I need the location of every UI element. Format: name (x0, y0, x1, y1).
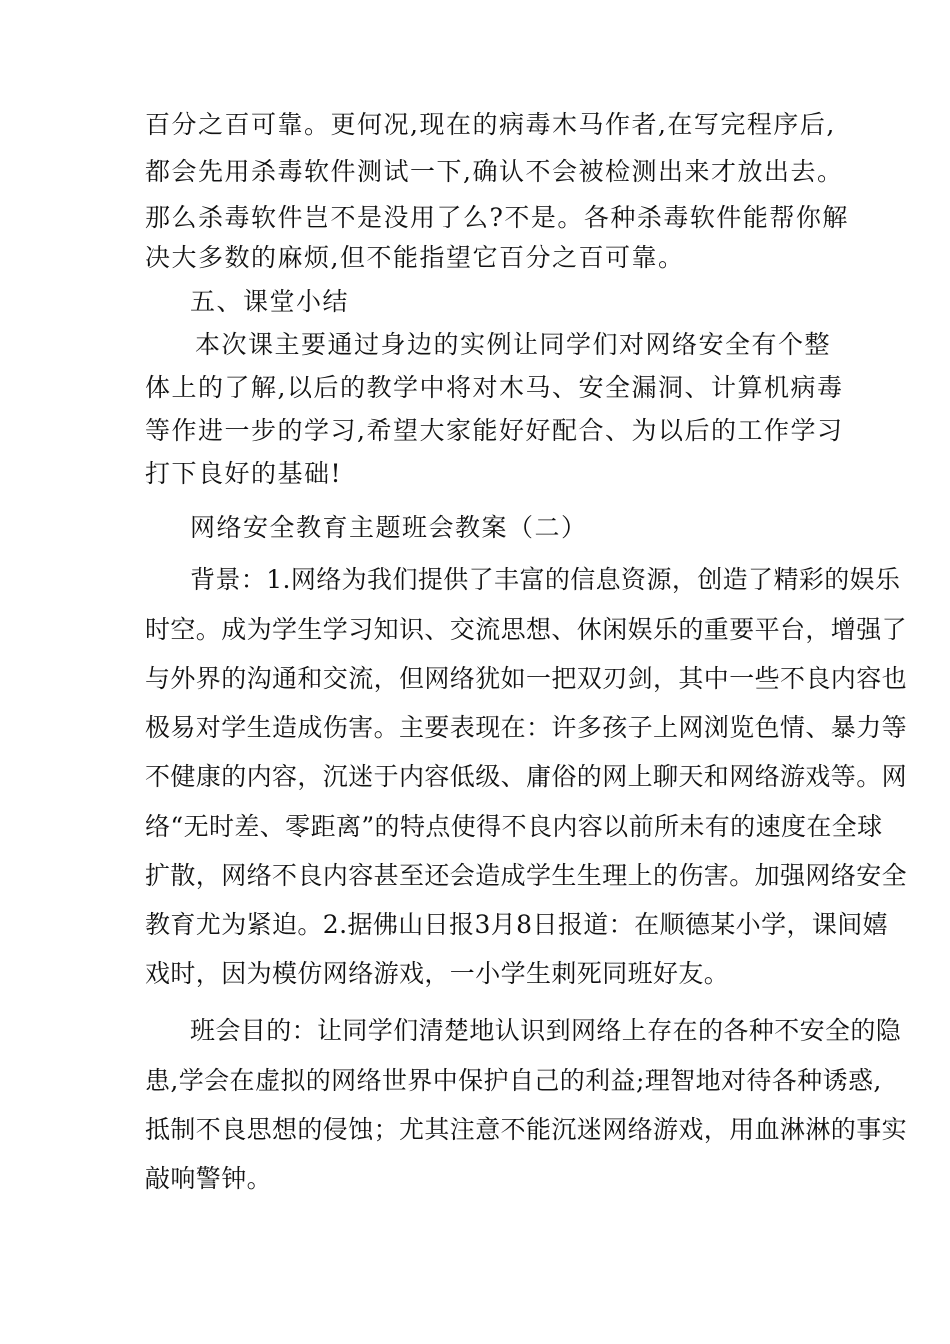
text-line: 决大多数的麻烦,但不能指望它百分之百可靠。 (145, 243, 685, 272)
text-line: 打下良好的基础! (145, 459, 343, 488)
text-line: 都会先用杀毒软件测试一下,确认不会被检测出来才放出去。 (145, 157, 844, 186)
text-line: 不健康的内容，沉迷于内容低级、庸俗的网上聊天和网络游戏等。网 (145, 762, 908, 791)
text-line: 极易对学生造成伤害。主要表现在：许多孩子上网浏览色情、暴力等 (145, 713, 908, 742)
text-line: 教育尤为紧迫。2.据佛山日报3月8日报道：在顺德某小学，课间嬉 (145, 910, 889, 939)
text-line: 戏时，因为模仿网络游戏，一小学生刺死同班好友。 (145, 959, 730, 988)
text-line: 背景：1.网络为我们提供了丰富的信息资源，创造了精彩的娱乐 (190, 565, 901, 594)
text-line: 敲响警钟。 (145, 1164, 273, 1193)
document-title: 网络安全教育主题班会教案（二） (190, 513, 588, 542)
text-line: 班会目的：让同学们清楚地认识到网络上存在的各种不安全的隐 (190, 1016, 902, 1045)
text-line: 扩散，网络不良内容甚至还会造成学生生理上的伤害。加强网络安全 (145, 861, 908, 890)
text-line: 患,学会在虚拟的网络世界中保护自己的利益;理智地对待各种诱惑, (145, 1066, 882, 1095)
section-heading: 五、课堂小结 (190, 287, 350, 316)
text-line: 那么杀毒软件岂不是没用了么?不是。各种杀毒软件能帮你解 (145, 203, 849, 232)
text-line: 络“无时差、零距离”的特点使得不良内容以前所未有的速度在全球 (145, 812, 883, 841)
text-line: 体上的了解,以后的教学中将对木马、安全漏洞、计算机病毒 (145, 373, 844, 402)
text-line: 时空。成为学生学习知识、交流思想、休闲娱乐的重要平台，增强了 (145, 615, 908, 644)
text-line: 本次课主要通过身边的实例让同学们对网络安全有个整 (195, 330, 832, 359)
text-line: 抵制不良思想的侵蚀；尤其注意不能沉迷网络游戏，用血淋淋的事实 (145, 1115, 908, 1144)
text-line: 等作进一步的学习,希望大家能好好配合、为以后的工作学习 (145, 416, 844, 445)
text-line: 与外界的沟通和交流，但网络犹如一把双刃剑，其中一些不良内容也 (145, 664, 908, 693)
text-line: 百分之百可靠。更何况,现在的病毒木马作者,在写完程序后, (145, 110, 836, 139)
